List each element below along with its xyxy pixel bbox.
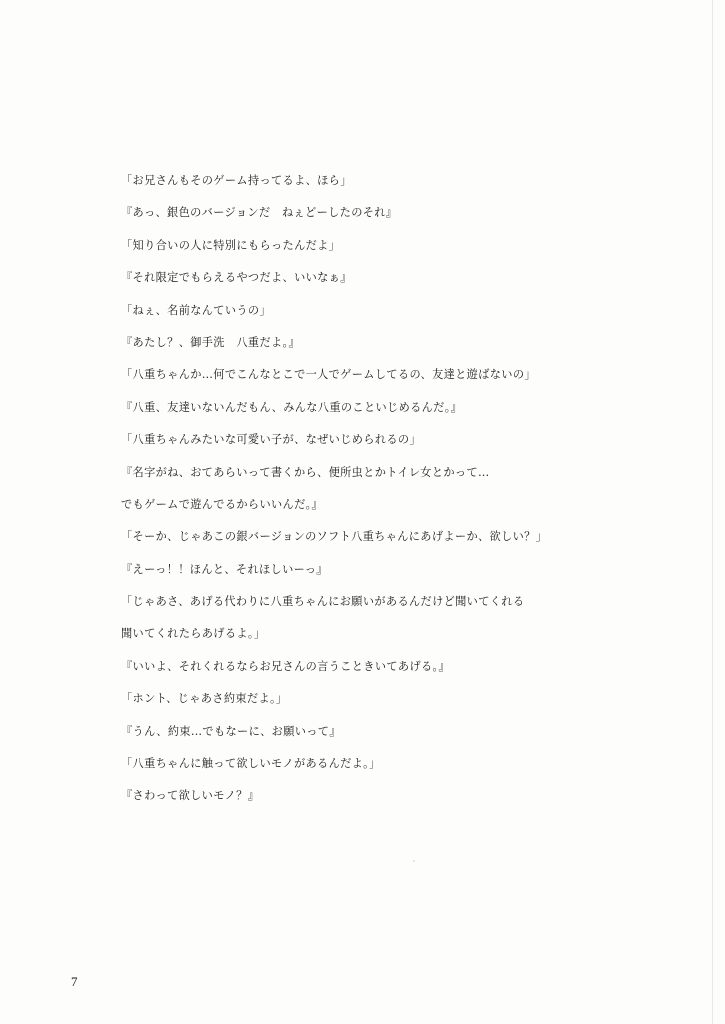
page-number: 7 (71, 974, 78, 989)
text-line: 『あっ、銀色のバージョンだ ねぇどーしたのそれ』 (121, 206, 398, 220)
text-line: 『いいよ、それくれるならお兄さんの言うこときいてあげる。』 (121, 659, 450, 673)
text-line: 「ねぇ、名前なんていうの」 (121, 303, 271, 317)
text-line: 聞いてくれたらあげるよ。」 (121, 627, 266, 641)
text-line: 「八重ちゃんに触って欲しいモノがあるんだよ。」 (121, 757, 381, 771)
text-line: 「知り合いの人に特別にもらったんだよ」 (121, 238, 341, 252)
text-line: 『八重、友達いないんだもん、みんな八重のこといじめるんだ。』 (121, 400, 463, 414)
scan-speck (413, 860, 415, 862)
text-line: 『さわって欲しいモノ？』 (121, 789, 260, 803)
dialogue-text-block (121, 170, 601, 818)
text-line: 『えーっ！！ほんと、それほしいーっ』 (121, 562, 328, 576)
text-line: 「お兄さんもそのゲーム持ってるよ、ほら」 (121, 174, 352, 187)
page-edge-line (712, 0, 713, 1024)
text-line: 「じゃあさ、あげる代わりに八重ちゃんにお願いがあるんだけど聞いてくれる (121, 595, 525, 609)
text-line: 「ホント、じゃあさ約束だよ。」 (121, 692, 288, 706)
text-line: 『あたし？、御手洗 八重だよ。』 (121, 335, 301, 349)
text-line: 「八重ちゃんか…何でこんなとこで一人でゲームしてるの、友達と遊ばないの」 (121, 368, 536, 382)
text-line: 「八重ちゃんみたいな可愛い子が、なぜいじめられるの」 (121, 433, 421, 447)
text-line: 「そーか、じゃあこの銀バージョンのソフト八重ちゃんにあげよーか、欲しい？」 (121, 530, 548, 544)
text-line: でもゲームで遊んでるからいいんだ。』 (121, 497, 324, 511)
text-line: 『うん、約束…でもなーに、お願いって』 (121, 724, 341, 738)
text-line: 『それ限定でもらえるやつだよ、いいなぁ』 (121, 271, 352, 285)
text-line: 『名字がね、おてあらいって書くから、便所虫とかトイレ女とかって… (121, 465, 490, 479)
